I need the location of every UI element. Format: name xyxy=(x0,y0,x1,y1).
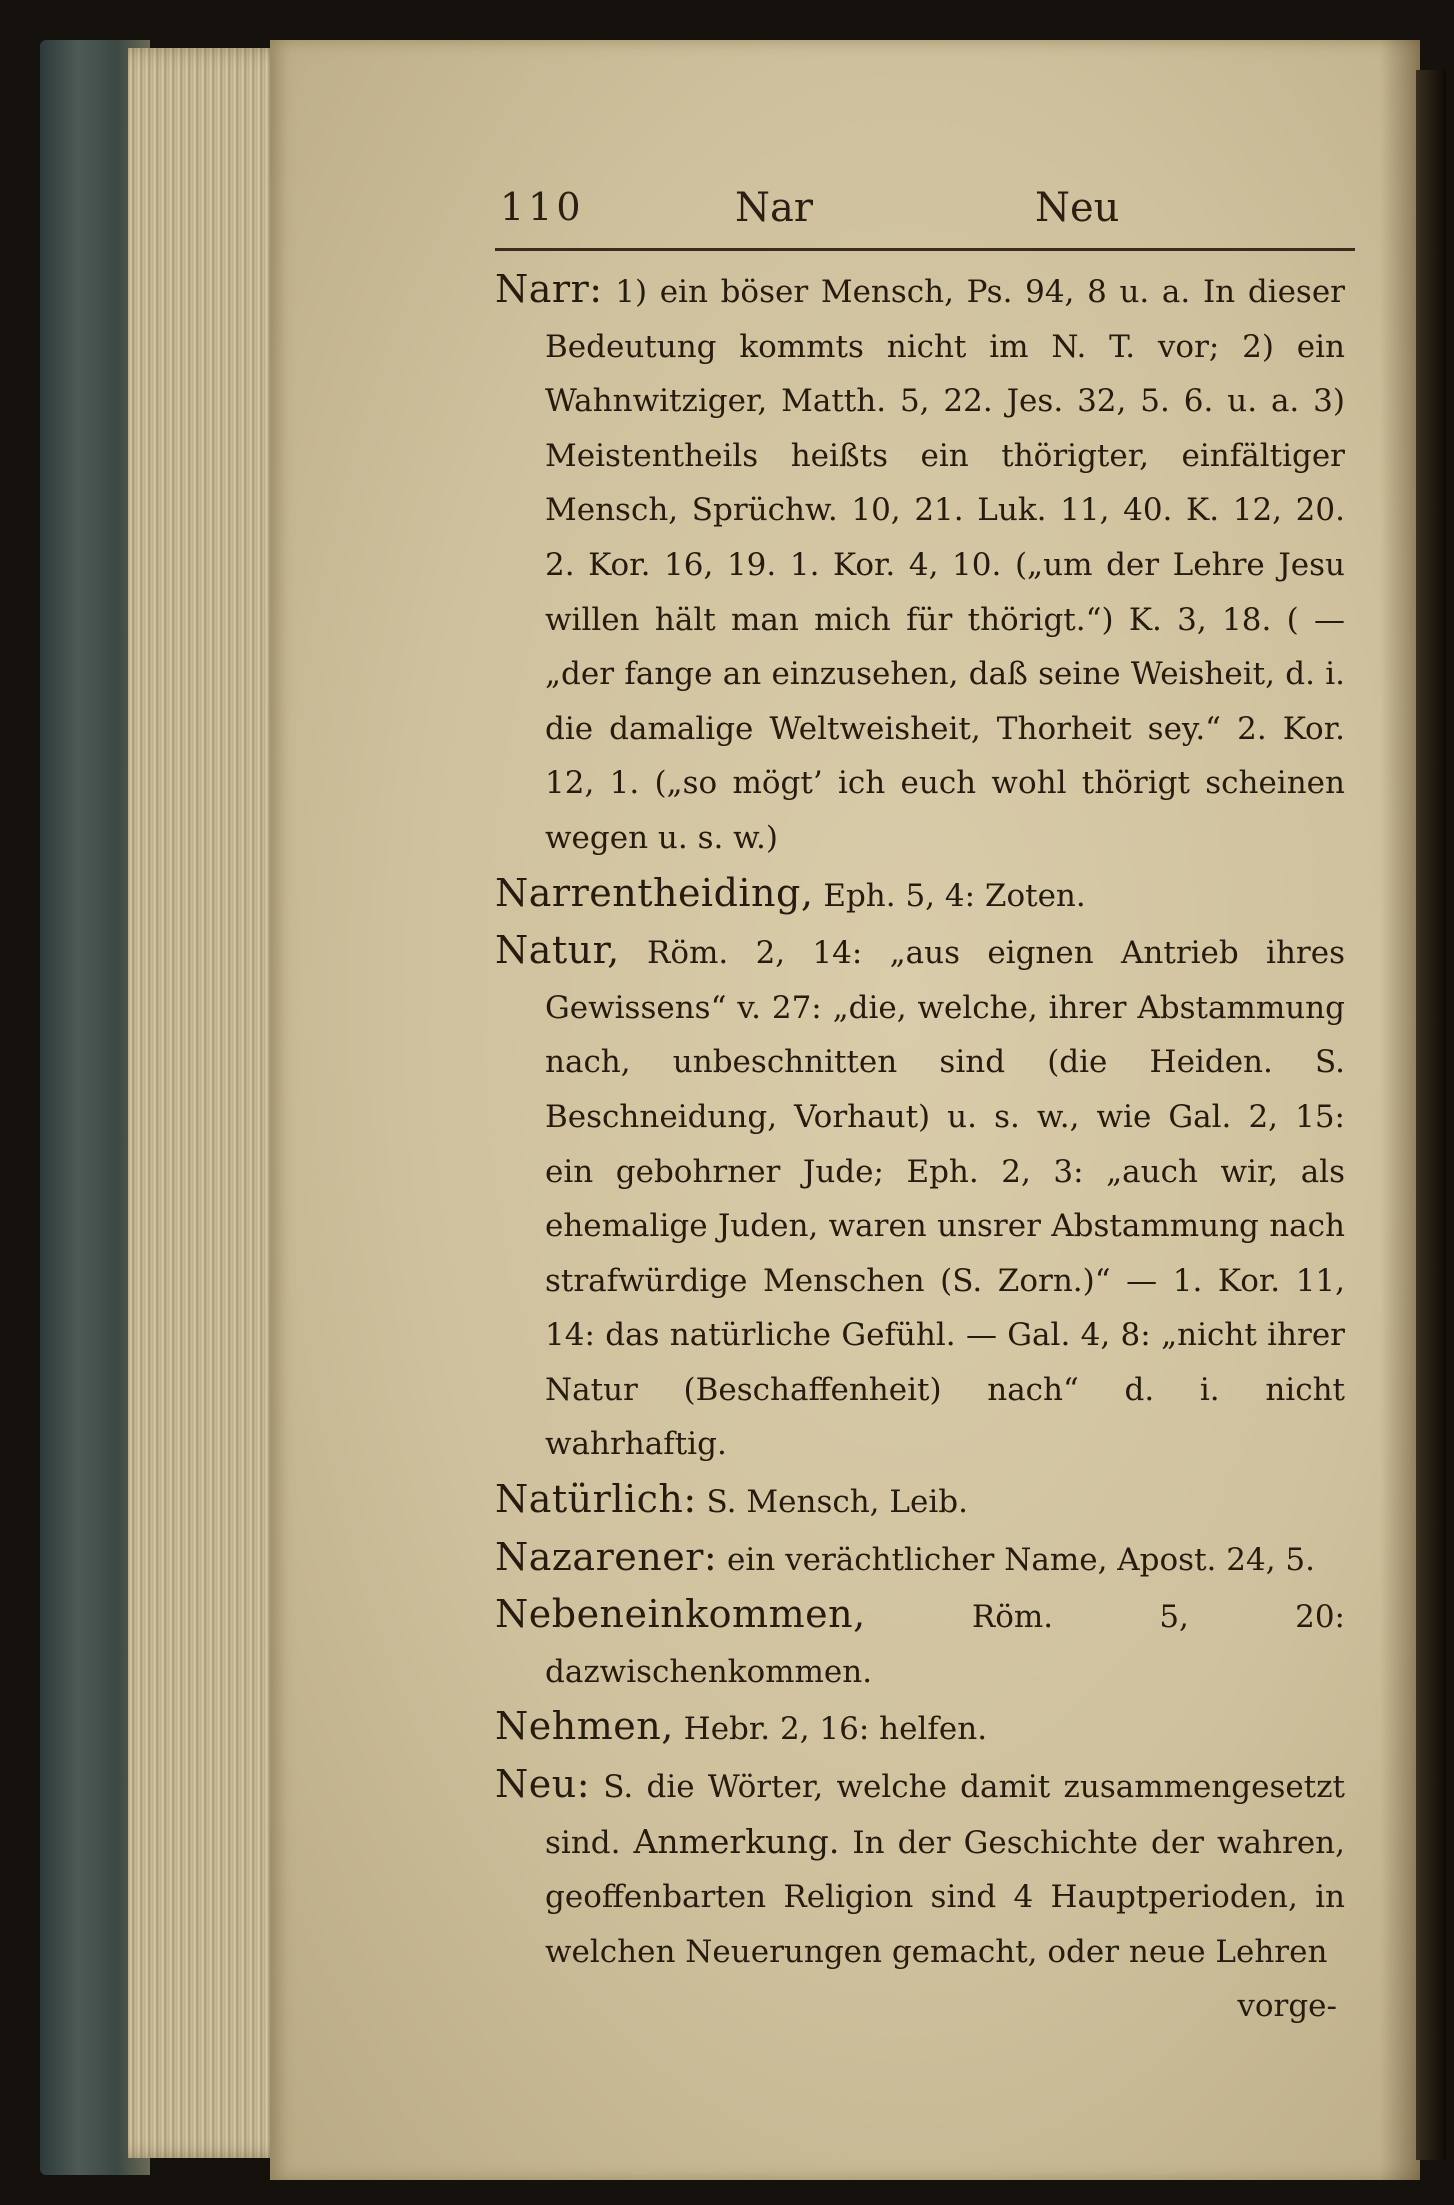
entry-text: 1) ein böser Mensch, Ps. 94, 8 u. a. In dieser Bedeutung kommts nicht im N. T. vor; 2) ein Wahnwitziger, Matth. 5, 22. Jes. 32, 5. 6. u. a. 3) Meistentheils heißts ein thörigter, einfältiger Mensch, Sprüchw. 10, 21. Luk. 11, 40. K. 12, 20. 2. Kor. 16, 19. 1. Kor. 4, 10. („um der Lehre Jesu willen hält man mich für thörigt.“) K. 3, 18. ( — „der fange an einzusehen, daß seine Weisheit, d. i. die damalige Weltweisheit, Thorheit sey.“ 2. Kor. 12, 1. („so mögt’ ich euch wohl thörigt scheinen wegen u. s. w.) xyxy=(545,274,1345,856)
entry-text: ein verächtlicher Name, Apost. 24, 5. xyxy=(727,1541,1315,1578)
header-rule xyxy=(495,248,1355,251)
entry-text: S. die Wörter, welche damit zusammengesetzt sind. xyxy=(545,1769,1346,1861)
header-catchword-left: Nar xyxy=(735,185,813,231)
entry-narr xyxy=(495,262,1345,866)
entry-text: Röm. 2, 14: „aus eignen Antrieb ihres Gewissens“ v. 27: „die, welche, ihrer Abstammung nach, unbeschnitten sind (die Heiden. S. Beschneidung, Vorhaut) u. s. w., wie Gal. 2, 15: ein gebohrner Jude; Eph. 2, 3: „auch wir, als ehemalige Juden, waren unsrer Abstammung nach strafwürdige Menschen (S. Zorn.)“ — 1. Kor. 11, 14: das natürliche Gefühl. — Gal. 4, 8: „nicht ihrer Natur (Beschaffenheit) nach“ d. i. nicht wahrhaftig. xyxy=(545,935,1345,1463)
header-catchword-right: Neu xyxy=(1035,185,1120,231)
running-header xyxy=(0,185,1454,245)
entry-nebeneinkommen xyxy=(495,1587,1345,1699)
entry-text: Röm. 5, 20: dazwischenkommen. xyxy=(545,1599,1345,1690)
headword: Nebeneinkommen, xyxy=(495,1592,866,1637)
entry-text: S. Mensch, Leib. xyxy=(706,1484,968,1521)
custos: vorge- xyxy=(1237,1988,1337,2025)
entry-nehmen xyxy=(495,1699,1345,1757)
headword: Narrentheiding, xyxy=(495,870,814,915)
headword: Natürlich: xyxy=(495,1477,697,1522)
entry-narrentheiding xyxy=(495,866,1345,924)
headword: Neu: xyxy=(495,1762,591,1807)
page-number: 110 xyxy=(500,185,585,229)
entry-text: Hebr. 2, 16: helfen. xyxy=(683,1711,988,1748)
entry-natur xyxy=(495,923,1345,1472)
headword: Natur, xyxy=(495,928,620,973)
entry-natuerlich xyxy=(495,1472,1345,1530)
headword: Nazarener: xyxy=(495,1534,718,1579)
facing-page-edge xyxy=(1416,70,1446,2160)
note-label: Anmerkung. xyxy=(633,1821,840,1861)
dictionary-entries xyxy=(495,262,1345,2034)
headword: Narr: xyxy=(495,267,603,311)
page-gutter-shadow xyxy=(1380,40,1420,2180)
headword: Nehmen, xyxy=(495,1704,674,1749)
custos-line xyxy=(495,1979,1345,2034)
entry-nazarener xyxy=(495,1530,1345,1588)
note-text: In der Geschichte der wahren, geoffenbarten Religion sind 4 Hauptperioden, in welchen Neuerungen gemacht, oder neue Lehren xyxy=(545,1824,1345,1970)
entry-neu xyxy=(495,1757,1345,1979)
entry-text: Eph. 5, 4: Zoten. xyxy=(823,877,1086,914)
